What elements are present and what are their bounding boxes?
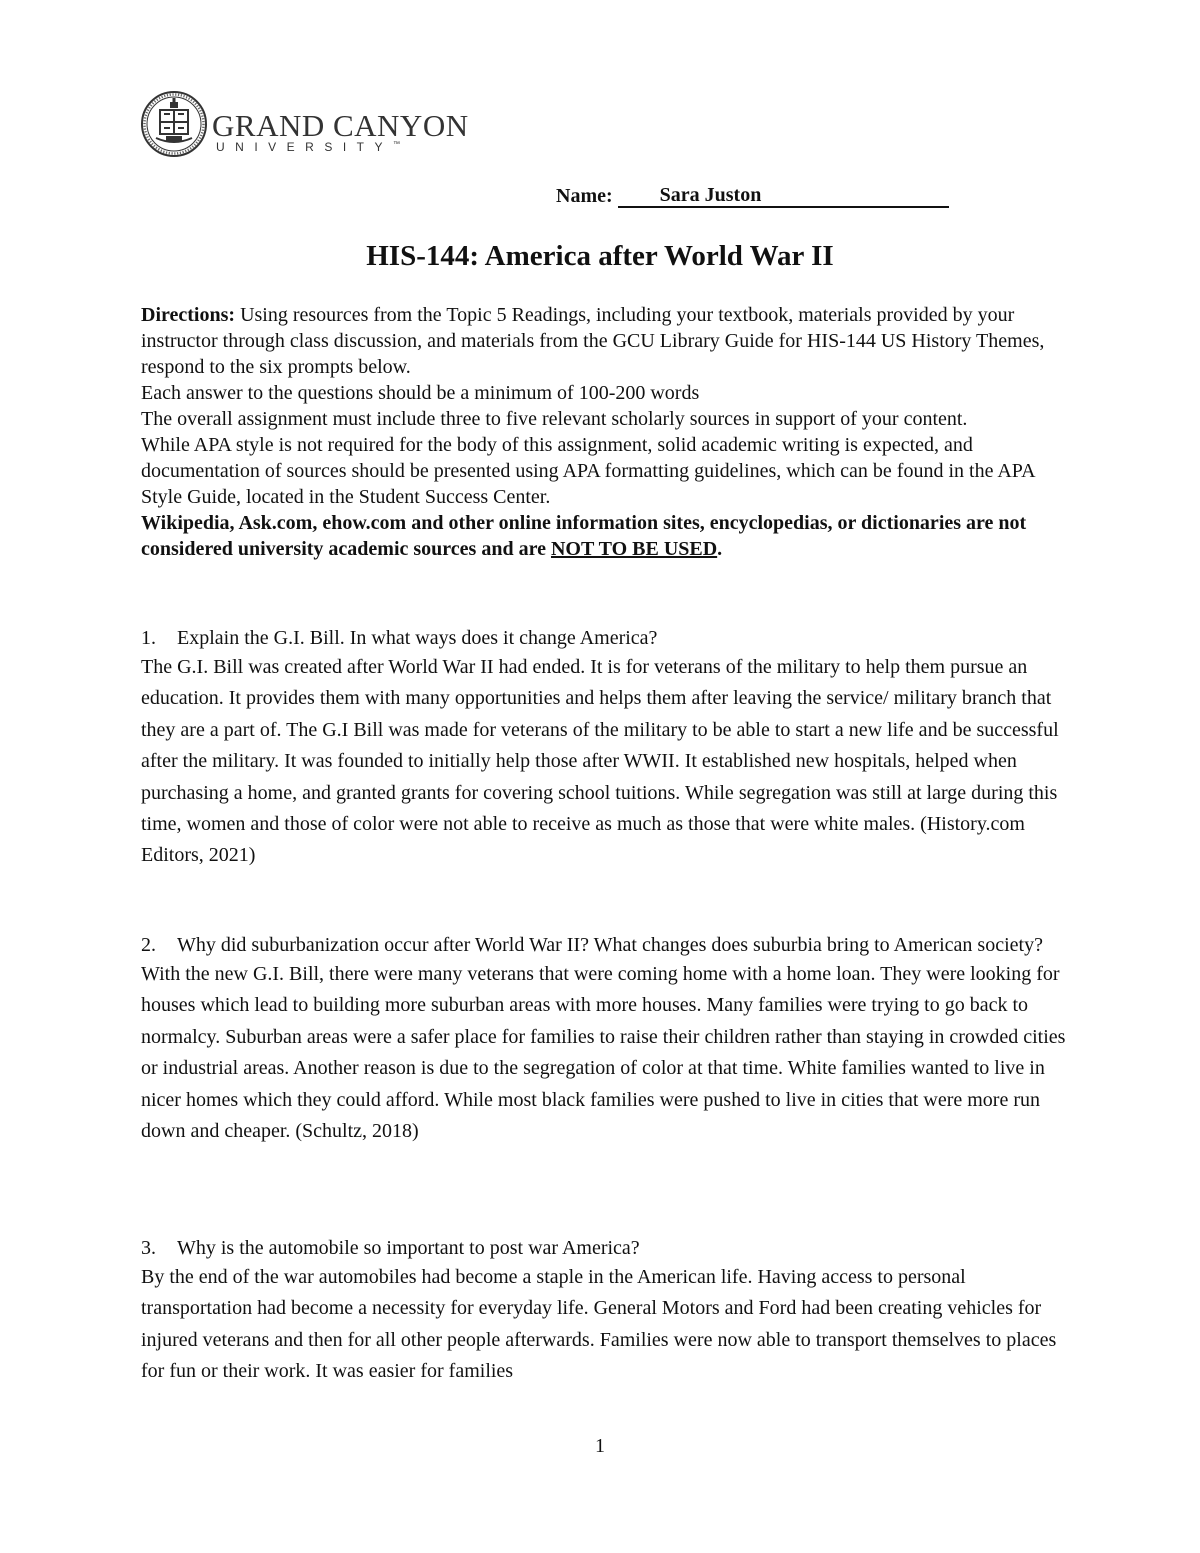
directions-warning: Wikipedia, Ask.com, ehow.com and other online information sites, encyclopedias, or dictionaries are not considered university academic sources and are NOT TO BE USED. [141,512,1027,560]
question-number: 3. [141,1237,156,1259]
student-name-line [556,184,949,208]
directions-paragraph [141,302,1066,380]
directions-block [141,302,1066,562]
logo-subtitle: UNIVERSITY™ [216,140,401,154]
warning-emphasis: NOT TO BE USED [550,538,718,560]
directions-label: Directions: [141,304,236,326]
page-number: 1 [595,1435,605,1457]
question-number: 2. [141,934,156,956]
question-prompt: Why is the automobile so important to post war America? [177,1237,640,1259]
question-prompt: Why did suburbanization occur after World War II? What changes does suburbia bring to American society? [177,934,1043,956]
question-number: 1. [141,627,156,649]
question-1 [141,625,1071,872]
logo-wordmark: GRAND CANYON [212,108,469,143]
question-2 [141,932,1071,1147]
directions-apa: While APA style is not required for the body of this assignment, solid academic writing is expected, and documentation of sources should be presented using APA formatting guidelines, which can be found in the APA Style Guide, located in the Student Success Center. [141,434,1035,508]
question-prompt: Explain the G.I. Bill. In what ways does it change America? [177,627,658,649]
university-logo [140,88,469,160]
answer-text: With the new G.I. Bill, there were many veterans that were coming home with a home loan. They were looking for houses which lead to building more suburban areas with more houses. Many families were trying to go back to normalcy. Suburban areas were a safer place for families to raise their children rather than staying in crowded cities or industrial areas. Another reason is due to the segregation of color at that time. White families wanted to live in nicer homes which they could afford. While most black families were pushed to live in cities that were more run down and cheaper. (Schultz, 2018) [141,963,1066,1143]
directions-word-count: Each answer to the questions should be a minimum of 100-200 words [141,382,700,404]
page-title: HIS-144: America after World War II [366,240,834,272]
directions-sources: The overall assignment must include three to five relevant scholarly sources in support of your content. [141,408,968,430]
student-name: Sara Juston [659,184,762,206]
answer-text: By the end of the war automobiles had become a staple in the American life. Having access to personal transportation had become a necessity for everyday life. General Motors and Ford had been creating vehicles for injured veterans and then for all other people afterwards. Families were now able to transport themselves to places for fun or their work. It was easier for families [141,1266,1057,1383]
name-label: Name: [556,185,613,207]
answer-text: The G.I. Bill was created after World War II had ended. It is for veterans of the military to help them pursue an education. It provides them with many opportunities and helps them after leaving the service/ military branch that they are a part of. The G.I Bill was made for veterans of the military to be able to start a new life and be successful after the military. It was founded to initially help those after WWII. It established new hospitals, helped when purchasing a home, and granted grants for covering school tuitions. While segregation was still at large during this time, women and those of color were not able to receive as much as those that were white males. (History.com Editors, 2021) [141,656,1059,867]
question-3 [141,1235,1071,1388]
directions-text: Using resources from the Topic 5 Readings, including your textbook, materials provided by your instructor through class discussion, and materials from the GCU Library Guide for HIS-144 US History Themes, respond to the six prompts below. [141,304,1045,378]
university-seal-icon [140,88,208,160]
